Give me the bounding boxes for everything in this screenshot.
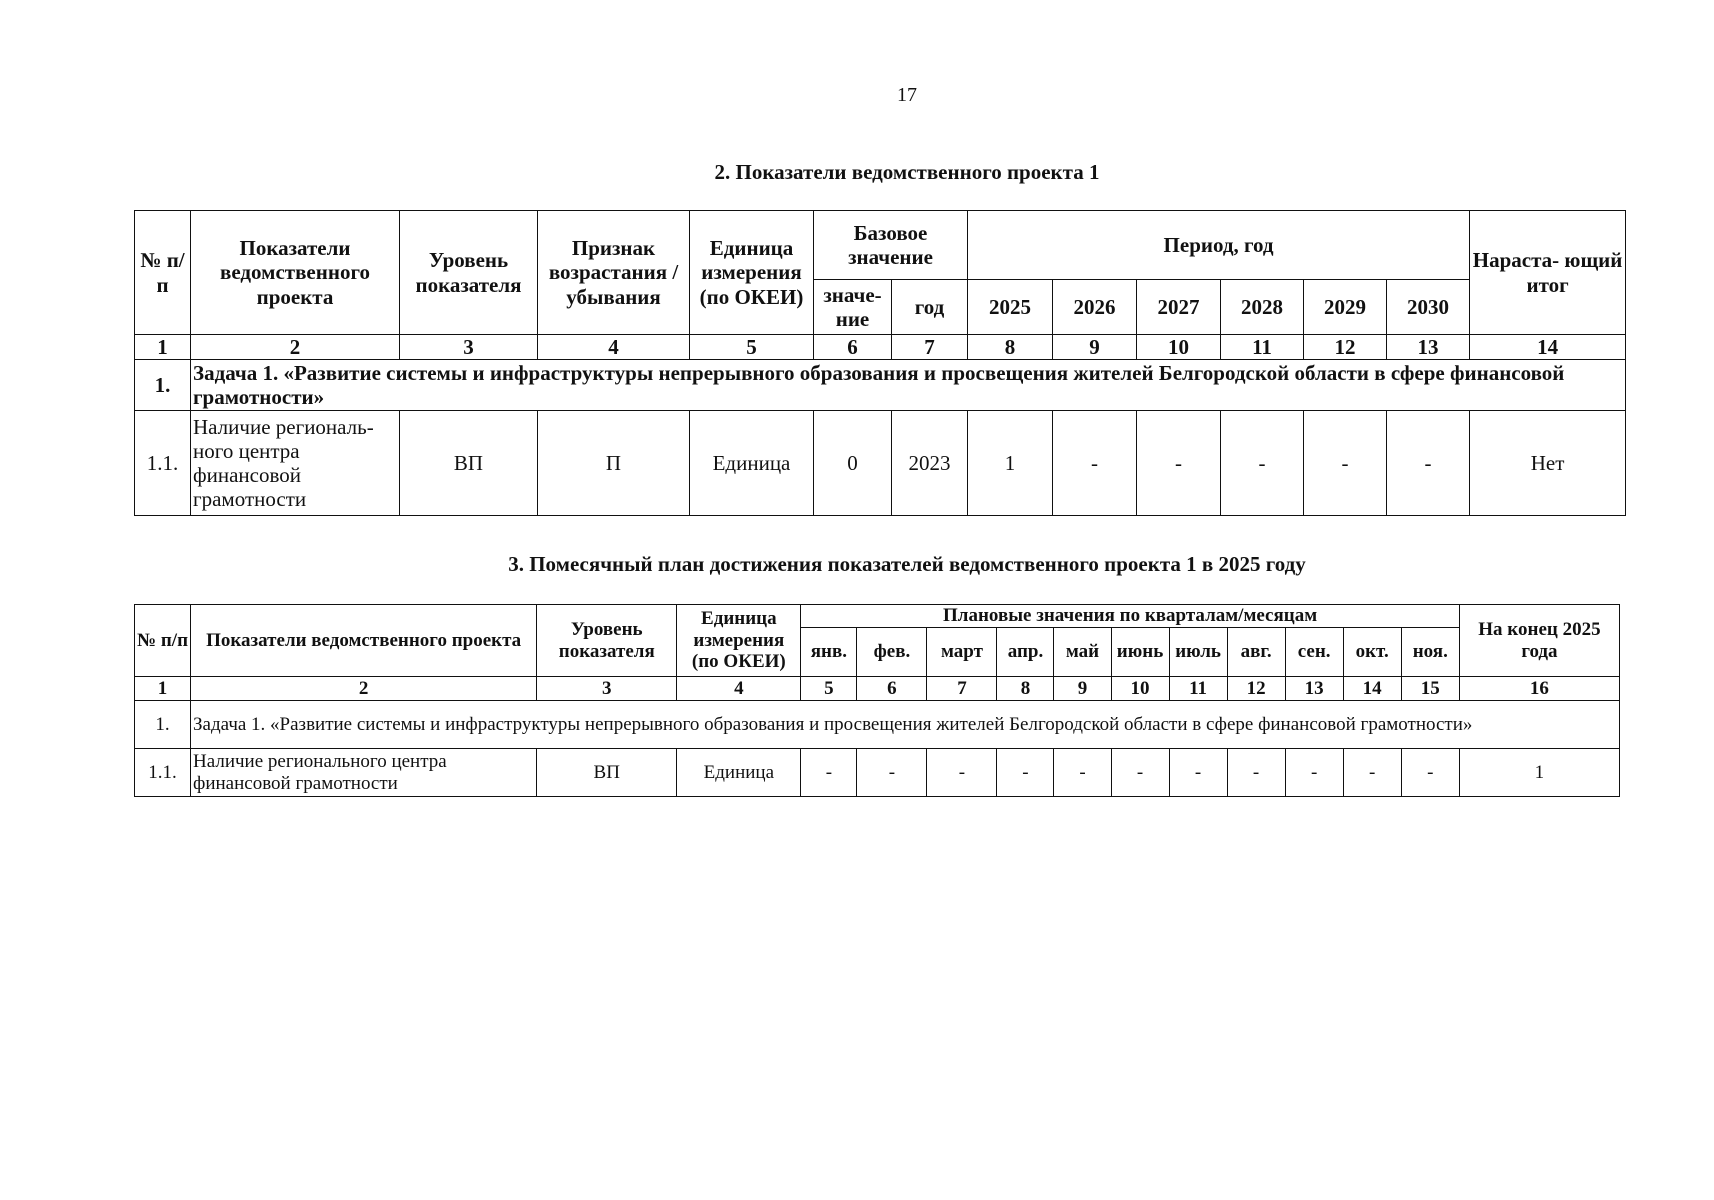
header-indicator: Показатели ведомственного проекта — [191, 211, 400, 335]
column-number: 12 — [1304, 335, 1387, 360]
header-month: апр. — [997, 628, 1054, 677]
column-number: 1 — [135, 335, 191, 360]
header-cumulative: Нараста- ющий итог — [1470, 211, 1626, 335]
column-number: 2 — [191, 677, 537, 701]
row-end-value: 1 — [1459, 749, 1619, 797]
header-month: сен. — [1285, 628, 1343, 677]
row-month-value: - — [801, 749, 857, 797]
header-base-year: год — [892, 280, 968, 335]
task-num: 1. — [135, 701, 191, 749]
header-month: авг. — [1227, 628, 1285, 677]
column-number: 11 — [1169, 677, 1227, 701]
column-number-row — [135, 335, 1626, 360]
column-number: 13 — [1285, 677, 1343, 701]
row-indicator: Наличие регионального центра финансовой грамотности — [191, 749, 537, 797]
header-period: Период, год — [968, 211, 1470, 280]
header-month: окт. — [1343, 628, 1401, 677]
header-month: июль — [1169, 628, 1227, 677]
header-num: № п/п — [135, 605, 191, 677]
column-number: 10 — [1137, 335, 1221, 360]
header-level: Уровень показателя — [537, 605, 677, 677]
column-number: 2 — [191, 335, 400, 360]
header-year: 2025 — [968, 280, 1053, 335]
column-number: 4 — [677, 677, 801, 701]
header-end: На конец 2025 года — [1459, 605, 1619, 677]
column-number: 8 — [968, 335, 1053, 360]
column-number: 7 — [892, 335, 968, 360]
column-number: 4 — [538, 335, 690, 360]
column-number: 12 — [1227, 677, 1285, 701]
header-year: 2026 — [1053, 280, 1137, 335]
row-month-value: - — [997, 749, 1054, 797]
header-year: 2030 — [1387, 280, 1470, 335]
row-num: 1.1. — [135, 749, 191, 797]
row-year-value: - — [1387, 411, 1470, 516]
row-base-year: 2023 — [892, 411, 968, 516]
column-number: 15 — [1401, 677, 1459, 701]
table-row — [135, 749, 1620, 797]
header-plan: Плановые значения по кварталам/месяцам — [801, 605, 1460, 628]
column-number: 7 — [927, 677, 997, 701]
column-number: 9 — [1053, 335, 1137, 360]
row-base-value: 0 — [814, 411, 892, 516]
header-month: ноя. — [1401, 628, 1459, 677]
column-number: 6 — [814, 335, 892, 360]
section-2-title: 2. Показатели ведомственного проекта 1 — [714, 160, 1100, 184]
page-number: 17 — [897, 84, 917, 106]
row-cumulative: Нет — [1470, 411, 1626, 516]
row-month-value: - — [1054, 749, 1111, 797]
header-month: фев. — [857, 628, 927, 677]
header-month: май — [1054, 628, 1111, 677]
row-unit: Единица — [690, 411, 814, 516]
task-row — [135, 701, 1620, 749]
header-num: № п/п — [135, 211, 191, 335]
task-text: Задача 1. «Развитие системы и инфраструктуры непрерывного образования и просвещения жителей Белгородской области в сфере финансовой грамотности» — [191, 360, 1626, 411]
column-number: 5 — [690, 335, 814, 360]
row-month-value: - — [1401, 749, 1459, 797]
row-month-value: - — [857, 749, 927, 797]
column-number-row — [135, 677, 1620, 701]
task-num: 1. — [135, 360, 191, 411]
row-month-value: - — [1285, 749, 1343, 797]
row-num: 1.1. — [135, 411, 191, 516]
row-unit: Единица — [677, 749, 801, 797]
row-year-value: - — [1137, 411, 1221, 516]
column-number: 1 — [135, 677, 191, 701]
column-number: 10 — [1111, 677, 1169, 701]
header-year: 2027 — [1137, 280, 1221, 335]
row-month-value: - — [1111, 749, 1169, 797]
row-month-value: - — [1343, 749, 1401, 797]
header-month: июнь — [1111, 628, 1169, 677]
header-base-value: значе- ние — [814, 280, 892, 335]
column-number: 11 — [1221, 335, 1304, 360]
header-year: 2029 — [1304, 280, 1387, 335]
row-month-value: - — [927, 749, 997, 797]
column-number: 14 — [1343, 677, 1401, 701]
column-number: 9 — [1054, 677, 1111, 701]
row-level: ВП — [400, 411, 538, 516]
row-month-value: - — [1227, 749, 1285, 797]
row-year-value: - — [1221, 411, 1304, 516]
header-base: Базовое значение — [814, 211, 968, 280]
column-number: 5 — [801, 677, 857, 701]
column-number: 13 — [1387, 335, 1470, 360]
column-number: 3 — [400, 335, 538, 360]
header-year: 2028 — [1221, 280, 1304, 335]
row-year-value: 1 — [968, 411, 1053, 516]
row-month-value: - — [1169, 749, 1227, 797]
monthly-plan-table — [134, 604, 1620, 797]
column-number: 14 — [1470, 335, 1626, 360]
row-indicator: Наличие региональ- ного центра финансовой грамотности — [191, 411, 400, 516]
column-number: 16 — [1459, 677, 1619, 701]
row-year-value: - — [1053, 411, 1137, 516]
header-month: март — [927, 628, 997, 677]
task-row — [135, 360, 1626, 411]
task-text: Задача 1. «Развитие системы и инфраструктуры непрерывного образования и просвещения жителей Белгородской области в сфере финансовой грамотности» — [191, 701, 1620, 749]
row-level: ВП — [537, 749, 677, 797]
section-3-title: 3. Помесячный план достижения показателей ведомственного проекта 1 в 2025 году — [508, 552, 1306, 576]
indicators-table — [134, 210, 1626, 516]
header-sign: Признак возрастания / убывания — [538, 211, 690, 335]
table-row — [135, 411, 1626, 516]
column-number: 6 — [857, 677, 927, 701]
row-sign: П — [538, 411, 690, 516]
header-level: Уровень показателя — [400, 211, 538, 335]
header-indicator: Показатели ведомственного проекта — [191, 605, 537, 677]
column-number: 8 — [997, 677, 1054, 701]
header-month: янв. — [801, 628, 857, 677]
header-unit: Единица измерения (по ОКЕИ) — [677, 605, 801, 677]
row-year-value: - — [1304, 411, 1387, 516]
header-unit: Единица измерения (по ОКЕИ) — [690, 211, 814, 335]
column-number: 3 — [537, 677, 677, 701]
